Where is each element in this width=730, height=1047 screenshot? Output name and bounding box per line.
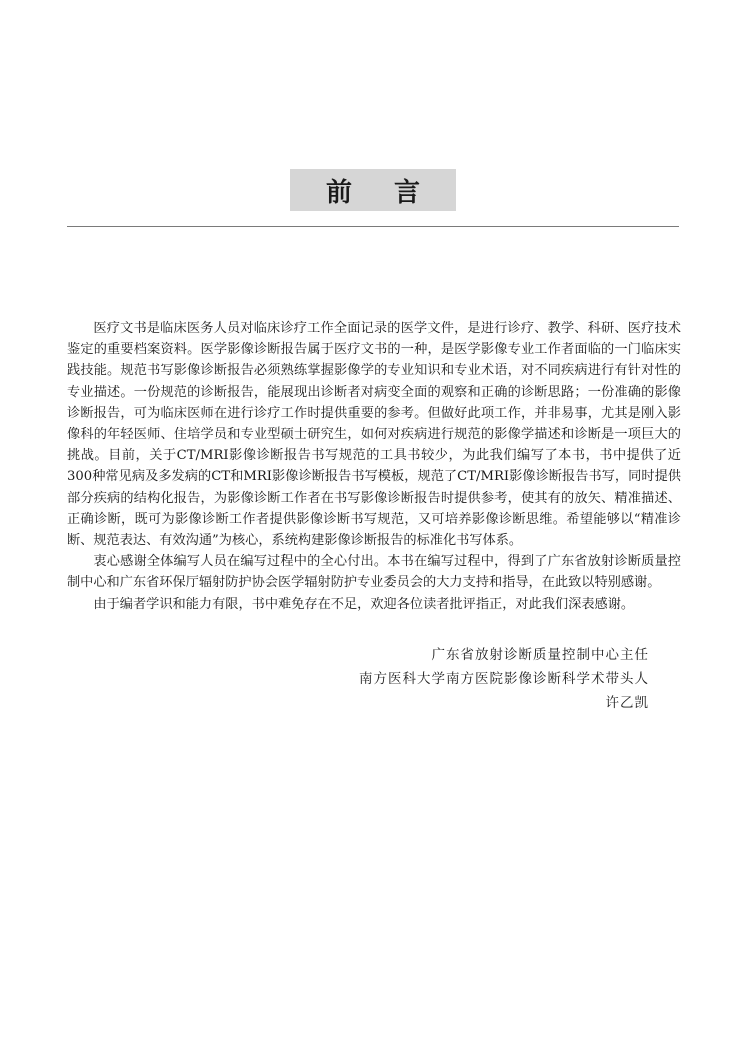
paragraph-intro: 医疗文书是临床医务人员对临床诊疗工作全面记录的医学文件，是进行诊疗、教学、科研、医疗技术鉴定的重要档案资料。医学影像诊断报告属于医疗文书的一种，是医学影像专业工作者面临的一门临床实践技能。规范书写影像诊断报告必须熟练掌握影像学的专业知识和专业术语，对不同疾病进行有针对性的专业描述。一份规范的诊断报告，能展现出诊断者对病变全面的观察和正确的诊断思路；一份准确的影像诊断报告，可为临床医师在进行诊疗工作时提供重要的参考。但做好此项工作，并非易事，尤其是刚入影像科的年轻医师、住培学员和专业型硕士研究生，如何对疾病进行规范的影像学描述和诊断是一项巨大的挑战。目前，关于CT/MRI影像诊断报告书写规范的工具书较少，为此我们编写了本书，书中提供了近300种常见病及多发病的CT和MRI影像诊断报告书写模板，规范了CT/MRI影像诊断报告书写，同时提供部分疾病的结构化报告，为影像诊断工作者在书写影像诊断报告时提供参考，使其有的放矢、精准描述、正确诊断，既可为影像诊断工作者提供影像诊断书写规范，又可培养影像诊断思维。希望能够以“精准诊断、规范表达、有效沟通”为核心，系统构建影像诊断报告的标准化书写体系。 xyxy=(67,321,681,549)
title-banner xyxy=(290,169,462,211)
title-divider xyxy=(67,226,679,227)
signature-title-1: 广东省放射诊断质量控制中心主任 xyxy=(431,647,649,663)
signature-title-2: 南方医科大学南方医院影像诊断科学术带头人 xyxy=(359,671,649,687)
signature-block xyxy=(359,643,649,715)
paragraph-closing: 由于编者学识和能力有限，书中难免存在不足，欢迎各位读者批评指正，对此我们深表感谢。 xyxy=(93,596,635,612)
page-title: 前言 xyxy=(325,177,462,208)
signature-name: 许乙凯 xyxy=(605,695,649,711)
preface-body xyxy=(67,318,681,615)
paragraph-thanks: 衷心感谢全体编写人员在编写过程中的全心付出。本书在编写过程中，得到了广东省放射诊断质量控制中心和广东省环保厅辐射防护协会医学辐射防护专业委员会的大力支持和指导，在此致以特别感谢。 xyxy=(67,554,681,591)
